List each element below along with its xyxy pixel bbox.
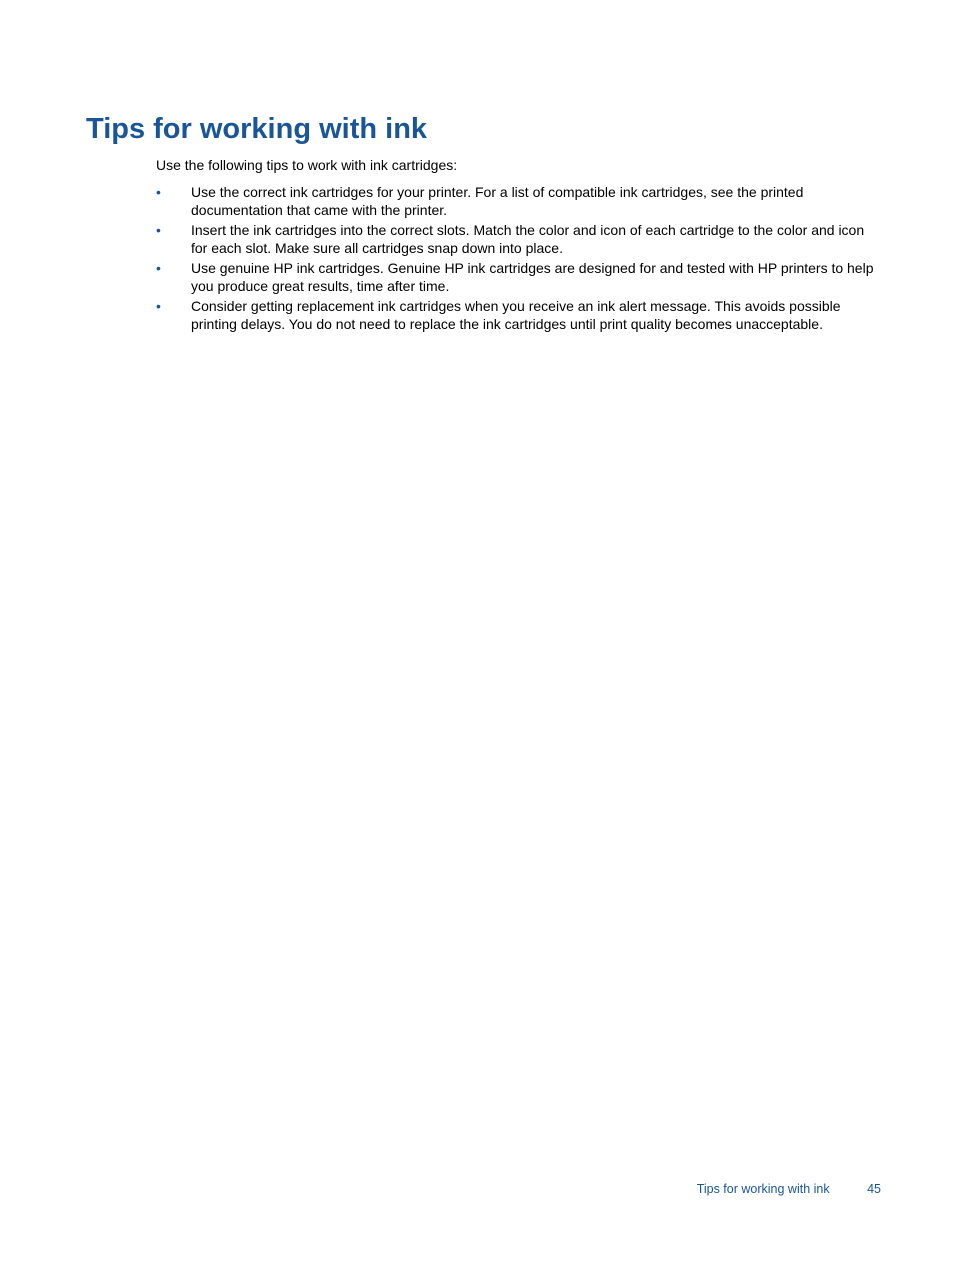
list-item [156,183,876,219]
page-title: Tips for working with ink [86,113,428,145]
bullet-icon: • [156,222,161,238]
bullet-icon: • [156,260,161,276]
tip-text: Use genuine HP ink cartridges. Genuine HP ink cartridges are designed for and tested with HP printers to help you produce great results, time after time. [191,260,874,294]
bullet-icon: • [156,298,161,314]
intro-paragraph: Use the following tips to work with ink cartridges: [156,157,458,173]
tip-text: Consider getting replacement ink cartridges when you receive an ink alert message. This avoids possible printing delays. You do not need to replace the ink cartridges until print quality becomes unacceptable. [191,298,841,332]
tip-text: Insert the ink cartridges into the correct slots. Match the color and icon of each cartridge to the color and icon for each slot. Make sure all cartridges snap down into place. [191,222,865,256]
page-footer [697,1181,881,1197]
bullet-icon: • [156,184,161,200]
footer-page-number: 45 [867,1182,881,1196]
tip-text: Use the correct ink cartridges for your printer. For a list of compatible ink cartridges, see the printed documentation that came with the printer. [191,184,804,218]
list-item [156,259,876,295]
footer-section-title: Tips for working with ink [696,1182,830,1196]
list-item [156,297,876,333]
tips-list [156,183,876,335]
list-item [156,221,876,257]
